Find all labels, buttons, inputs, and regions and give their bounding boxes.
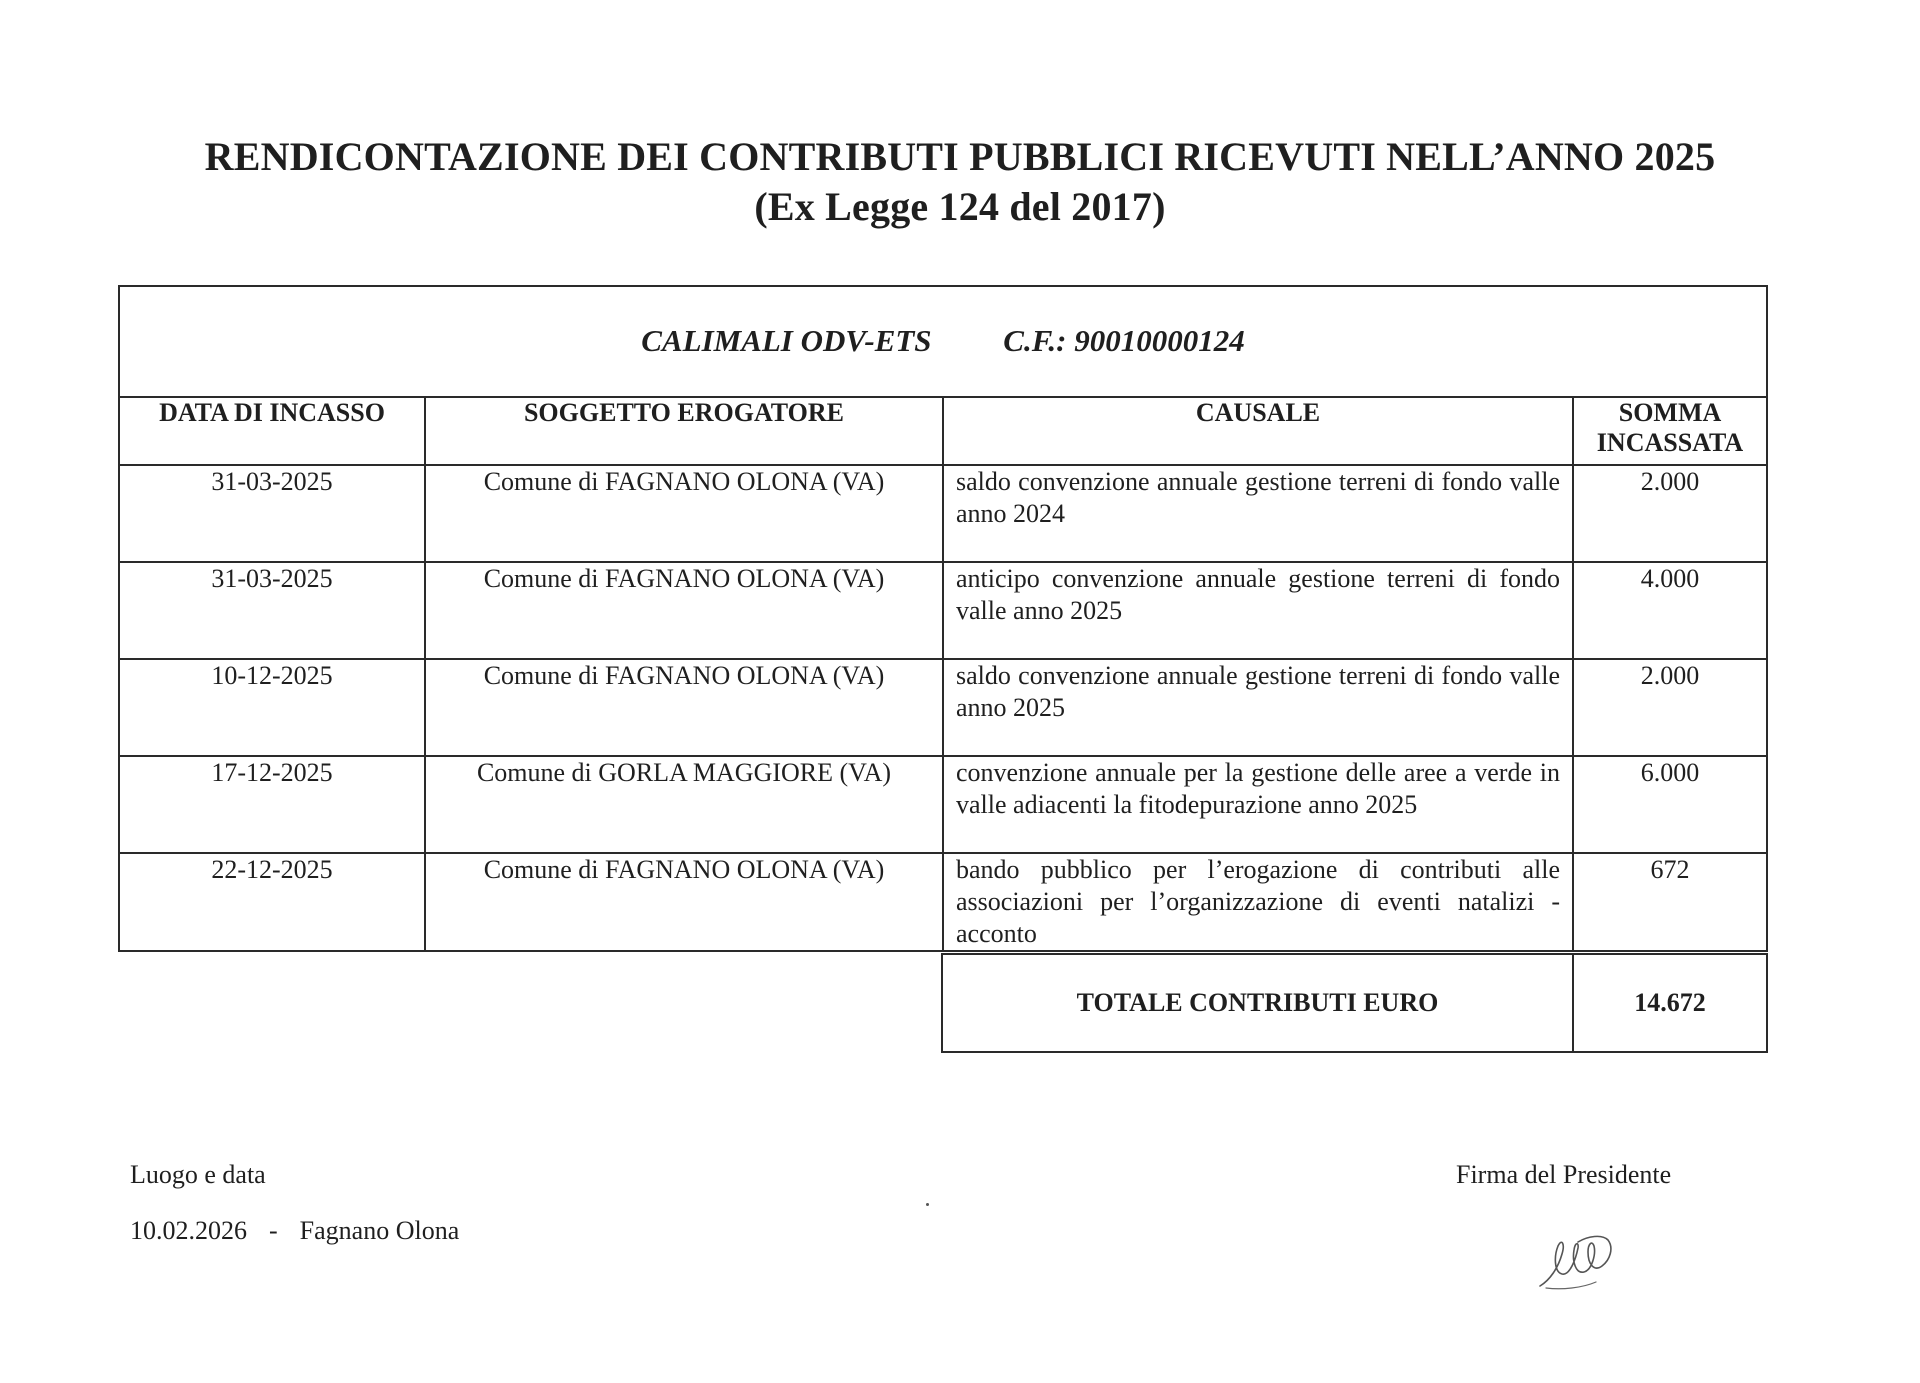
cell-amount: 2.000 [1573,465,1767,562]
organization-cell [119,286,1767,397]
table-row [119,659,1767,756]
organization-name: CALIMALI ODV-ETS [641,323,932,358]
contributions-table [118,285,1768,952]
place-date-value [130,1216,459,1246]
cell-date: 17-12-2025 [119,756,425,853]
table-row [119,562,1767,659]
cell-amount: 6.000 [1573,756,1767,853]
header-date: DATA DI INCASSO [119,397,425,465]
stray-dot [926,1203,929,1206]
table-row [119,756,1767,853]
document-title [0,132,1920,232]
cell-date: 10-12-2025 [119,659,425,756]
cell-reason: anticipo convenzione annuale gestione terreni di fondo valle anno 2025 [943,562,1573,659]
cell-entity: Comune di GORLA MAGGIORE (VA) [425,756,943,853]
header-entity: SOGGETTO EROGATORE [425,397,943,465]
cell-entity: Comune di FAGNANO OLONA (VA) [425,465,943,562]
table-row [119,465,1767,562]
place-date-label: Luogo e data [130,1160,266,1189]
date-place-separator: - [269,1216,278,1245]
cell-amount: 2.000 [1573,659,1767,756]
cell-amount: 672 [1573,853,1767,951]
cell-reason: saldo convenzione annuale gestione terreni di fondo valle anno 2024 [943,465,1573,562]
cell-entity: Comune di FAGNANO OLONA (VA) [425,659,943,756]
cell-reason: saldo convenzione annuale gestione terreni di fondo valle anno 2025 [943,659,1573,756]
cell-reason: convenzione annuale per la gestione delle aree a verde in valle adiacenti la fitodepurazione anno 2025 [943,756,1573,853]
totals-table [941,953,1768,1053]
cell-entity: Comune di FAGNANO OLONA (VA) [425,853,943,951]
cell-entity: Comune di FAGNANO OLONA (VA) [425,562,943,659]
title-line-2: (Ex Legge 124 del 2017) [754,184,1166,229]
table-row [119,853,1767,951]
organization-row [119,286,1767,397]
title-line-1: RENDICONTAZIONE DEI CONTRIBUTI PUBBLICI RICEVUTI NELL’ANNO 2025 [204,134,1716,179]
tax-code: C.F.: 90010000124 [1003,323,1245,358]
header-row [119,397,1767,465]
president-signature [1532,1228,1622,1292]
header-reason: CAUSALE [943,397,1573,465]
cell-date: 22-12-2025 [119,853,425,951]
signing-place: Fagnano Olona [299,1216,460,1245]
totals-label: TOTALE CONTRIBUTI EURO [942,954,1573,1052]
signature-label: Firma del Presidente [1456,1160,1672,1189]
totals-value: 14.672 [1573,954,1767,1052]
cell-reason: bando pubblico per l’erogazione di contributi alle associazioni per l’organizzazione di eventi natalizi - acconto [943,853,1573,951]
cell-date: 31-03-2025 [119,562,425,659]
totals-row [942,954,1767,1052]
signing-date: 10.02.2026 [130,1216,247,1245]
cell-date: 31-03-2025 [119,465,425,562]
header-amount: SOMMA INCASSATA [1573,397,1767,465]
cell-amount: 4.000 [1573,562,1767,659]
